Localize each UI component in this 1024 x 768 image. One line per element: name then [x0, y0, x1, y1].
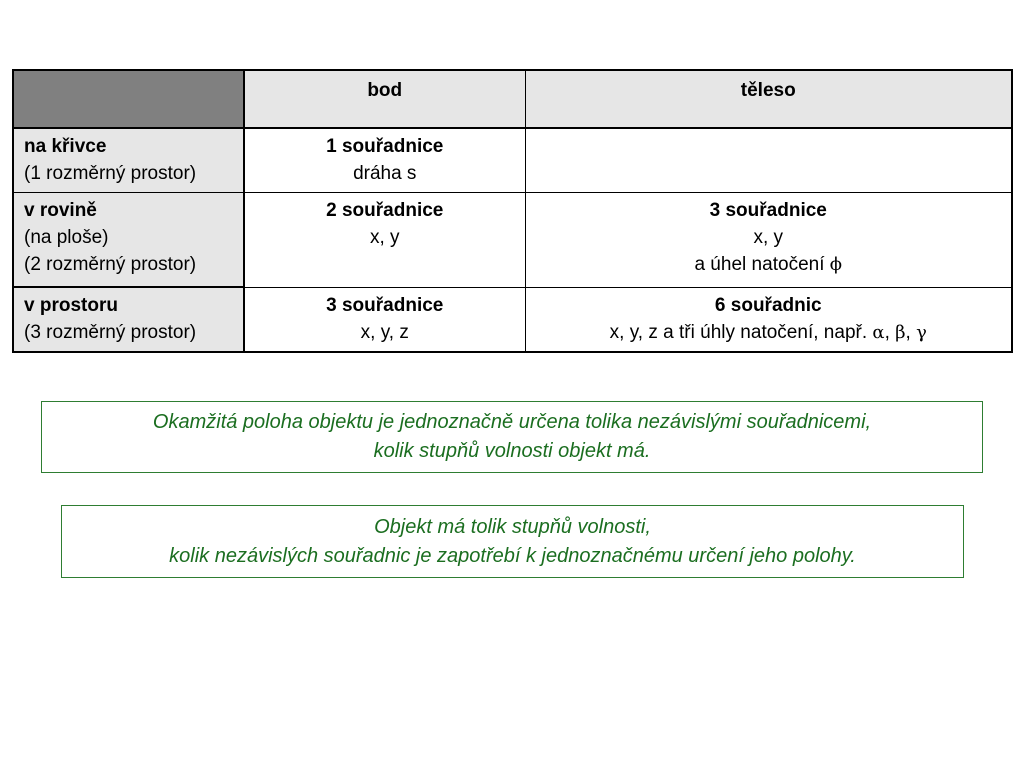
row-label-space — [13, 287, 244, 352]
note-line: kolik nezávislých souřadnic je zapotřebí k jednoznačnému určení jeho polohy. — [169, 545, 856, 567]
cell-bod-space — [244, 287, 525, 352]
row-label-plane — [13, 192, 244, 287]
cell-line: a úhel natočení ϕ — [694, 253, 843, 275]
cell-line: x, y — [369, 226, 400, 248]
cell-teleso-space — [525, 287, 1012, 352]
header-teleso: těleso — [525, 70, 1012, 128]
table-header-row — [13, 70, 1012, 128]
note-line: kolik stupňů volnosti objekt má. — [373, 440, 651, 462]
cell-line: x, y — [753, 226, 784, 248]
row-label-title: na křivce — [24, 136, 107, 157]
cell-title: 3 souřadnice — [326, 294, 444, 316]
row-label-curve — [13, 128, 244, 192]
table-row — [13, 128, 1012, 192]
table-row — [13, 287, 1012, 352]
header-bod: bod — [244, 70, 525, 128]
row-label-title: v prostoru — [24, 295, 118, 316]
cell-line: dráha s — [353, 163, 417, 184]
row-label-title: v rovině — [24, 199, 97, 221]
cell-teleso-curve — [525, 128, 1012, 192]
cell-teleso-plane — [525, 192, 1012, 287]
row-label-line: (1 rozměrný prostor) — [24, 163, 197, 184]
row-label-line: (3 rozměrný prostor) — [24, 322, 197, 343]
row-label-line: (2 rozměrný prostor) — [24, 253, 197, 275]
degrees-of-freedom-note-box — [61, 505, 964, 578]
table-corner-cell — [13, 70, 244, 128]
cell-line: x, y, z a tři úhly natočení, např. α, β, γ — [609, 321, 927, 343]
definition-note-box — [41, 401, 983, 473]
row-label-line: (na ploše) — [24, 226, 109, 248]
cell-title: 3 souřadnice — [709, 199, 827, 221]
cell-title: 2 souřadnice — [326, 199, 444, 221]
cell-title: 6 souřadnic — [714, 294, 822, 316]
note-line: Okamžitá poloha objektu je jednoznačně určena tolika nezávislými souřadnicemi, — [152, 411, 872, 433]
table-row — [13, 192, 1012, 287]
cell-title: 1 souřadnice — [326, 136, 444, 157]
degrees-of-freedom-table — [12, 69, 1013, 353]
cell-bod-plane — [244, 192, 525, 287]
cell-bod-curve — [244, 128, 525, 192]
note-line: Objekt má tolik stupňů volnosti, — [374, 516, 651, 538]
cell-line: x, y, z — [360, 321, 409, 343]
